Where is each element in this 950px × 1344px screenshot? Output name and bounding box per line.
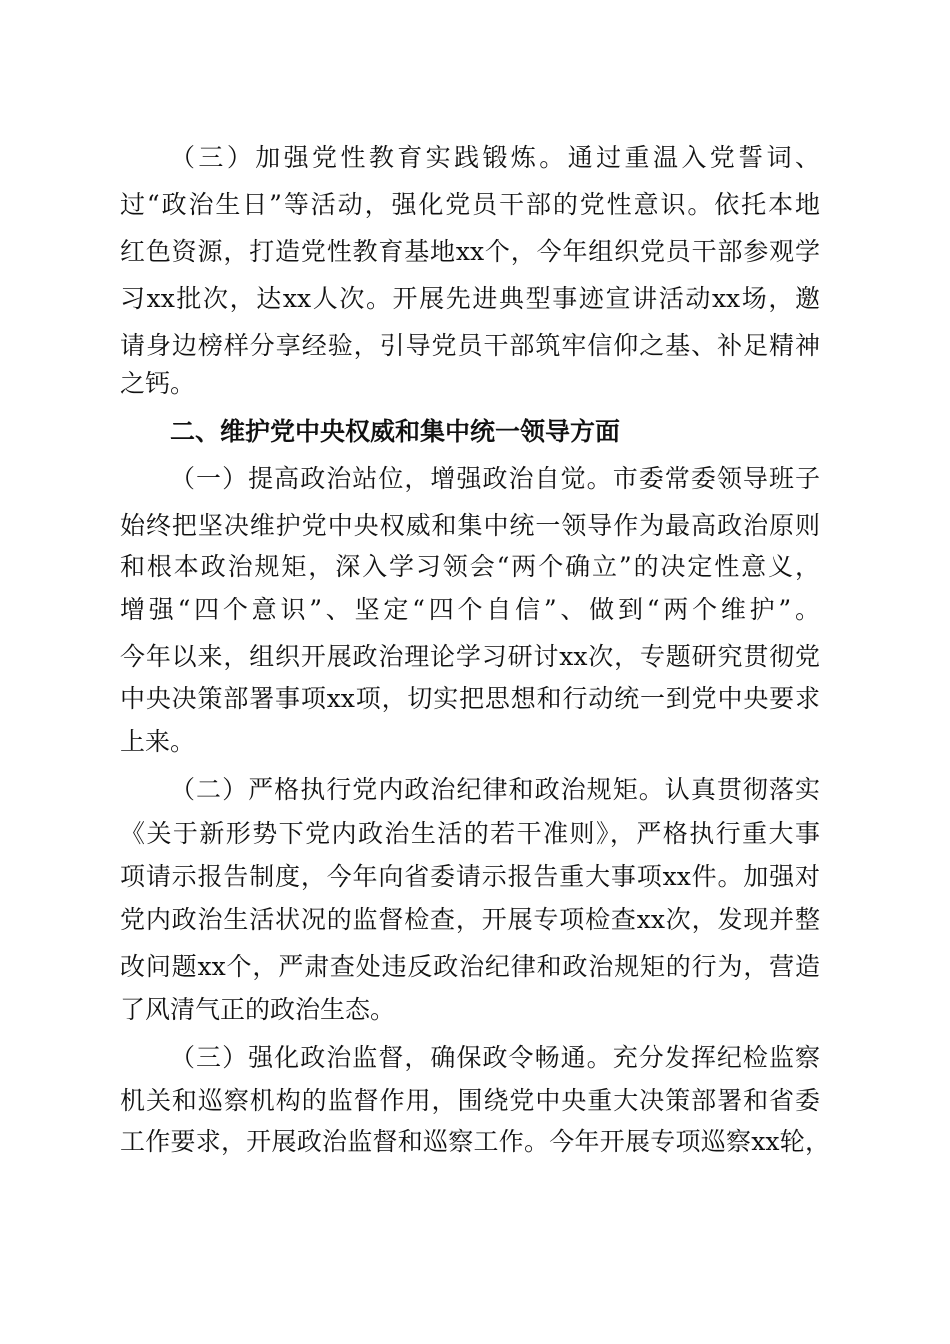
- text-line: [0, 812, 950, 856]
- paragraph-line: 请身边榜样分享经验，引导党员干部筑牢信仰之基、补足精神: [120, 331, 820, 360]
- text-line: [0, 1036, 950, 1080]
- paragraph-line: 习xx批次，达xx人次。开展先进典型事迹宣讲活动xx场，邀: [120, 284, 820, 313]
- text-line: [0, 362, 950, 406]
- text-line: [0, 136, 950, 180]
- text-line: [0, 768, 950, 812]
- paragraph-line: 机关和巡察机构的监督作用，围绕党中央重大决策部署和省委: [120, 1086, 820, 1115]
- paragraph-line: 过“政治生日”等活动，强化党员干部的党性意识。依托本地: [120, 190, 820, 219]
- text-line: [0, 635, 950, 679]
- paragraph-line: （三）加强党性教育实践锻炼。通过重温入党誓词、: [170, 143, 820, 172]
- section-heading: [0, 410, 950, 454]
- text-line: [0, 504, 950, 548]
- text-line: [0, 1079, 950, 1123]
- paragraph-line: 红色资源，打造党性教育基地xx个，今年组织党员干部参观学: [120, 237, 820, 266]
- paragraph-line: 上来。: [120, 727, 196, 756]
- text-line: [0, 277, 950, 321]
- text-line: [0, 677, 950, 721]
- paragraph-line: 增强“四个意识”、坚定“四个自信”、做到“两个维护”。: [120, 595, 820, 624]
- text-line: [0, 457, 950, 501]
- paragraph-line: 始终把坚决维护党中央权威和集中统一领导作为最高政治原则: [120, 511, 820, 540]
- text-line: [0, 545, 950, 589]
- paragraph-line: 《关于新形势下党内政治生活的若干准则》，严格执行重大事: [120, 819, 820, 848]
- text-line: [0, 588, 950, 632]
- paragraph-line: 党内政治生活状况的监督检查，开展专项检查xx次，发现并整: [120, 905, 820, 934]
- paragraph-line: 项请示报告制度，今年向省委请示报告重大事项xx件。加强对: [120, 862, 820, 891]
- text-line: [0, 183, 950, 227]
- paragraph-line: （二）严格执行党内政治纪律和政治规矩。认真贯彻落实: [170, 775, 820, 804]
- paragraph-line: 和根本政治规矩，深入学习领会“两个确立”的决定性意义，: [120, 552, 820, 581]
- paragraph-line: 了风清气正的政治生态。: [120, 995, 396, 1024]
- paragraph-line: 工作要求，开展政治监督和巡察工作。今年开展专项巡察xx轮，: [120, 1127, 830, 1156]
- paragraph-line: （一）提高政治站位，增强政治自觉。市委常委领导班子: [170, 464, 820, 493]
- section-heading-text: 二、维护党中央权威和集中统一领导方面: [170, 417, 621, 446]
- text-line: [0, 945, 950, 989]
- paragraph-line: 今年以来，组织开展政治理论学习研讨xx次，专题研究贯彻党: [120, 642, 820, 671]
- text-line: [0, 1120, 950, 1164]
- paragraph-line: 之钙。: [120, 369, 196, 398]
- paragraph-line: 改问题xx个，严肃查处违反政治纪律和政治规矩的行为，营造: [120, 952, 820, 981]
- text-line: [0, 988, 950, 1032]
- text-line: [0, 855, 950, 899]
- paragraph-line: 中央决策部署事项xx项，切实把思想和行动统一到党中央要求: [120, 684, 820, 713]
- text-line: [0, 898, 950, 942]
- text-line: [0, 720, 950, 764]
- paragraph-line: （三）强化政治监督，确保政令畅通。充分发挥纪检监察: [170, 1043, 820, 1072]
- text-line: [0, 230, 950, 274]
